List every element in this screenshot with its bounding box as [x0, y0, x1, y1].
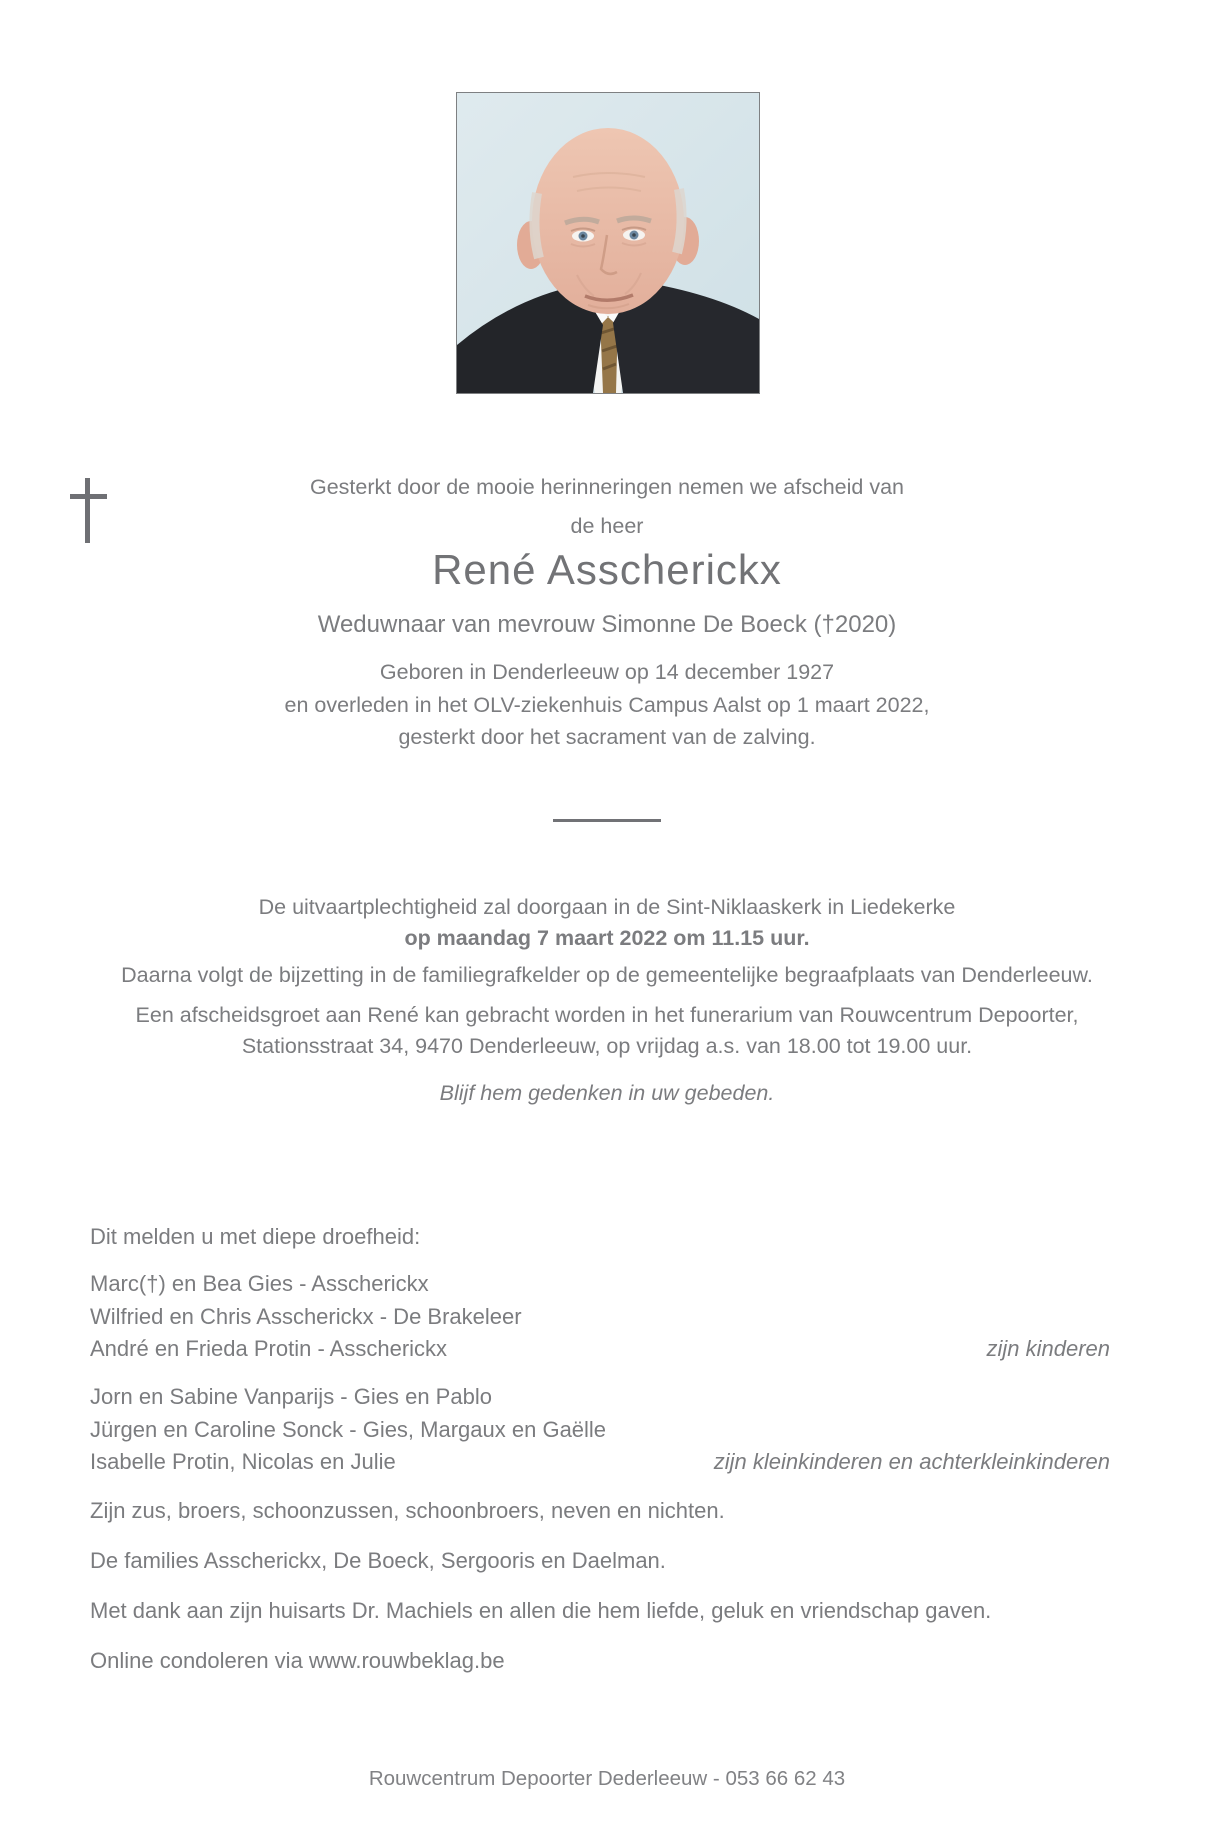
service-location-line: De uitvaartplechtigheid zal doorgaan in de Sint-Niklaaskerk in Liedekerke: [258, 895, 956, 919]
funeral-home-footer: Rouwcentrum Depoorter Dederleeuw - 053 66 62 43: [368, 1767, 846, 1790]
list-item-text: Isabelle Protin, Nicolas en Julie: [90, 1449, 396, 1474]
portrait-photo: [456, 92, 760, 394]
list-item: Jorn en Sabine Vanparijs - Gies en Pablo: [90, 1384, 492, 1409]
condolence-line: Online condoleren via www.rouwbeklag.be: [90, 1648, 505, 1673]
list-item: Wilfried en Chris Asscherickx - De Brakeleer: [90, 1303, 522, 1329]
section-divider: [553, 819, 661, 822]
salutation-line: de heer: [570, 514, 644, 538]
children-relation-label: zijn kinderen: [986, 1336, 1110, 1361]
life-dates-block: [0, 656, 1214, 754]
grandchildren-list: [90, 1381, 1110, 1479]
list-item: Jürgen en Caroline Sonck - Gies, Margaux en Gaëlle: [90, 1416, 607, 1442]
list-item-text: André en Frieda Protin - Asscherickx: [90, 1336, 448, 1361]
intro-line: Gesterkt door de mooie herinneringen nemen we afscheid van: [310, 475, 904, 499]
list-item: [90, 1446, 1110, 1479]
deceased-name: René Asscherickx: [432, 546, 782, 593]
born-line: Geboren in Denderleeuw op 14 december 1927: [379, 660, 835, 684]
announcement-heading: Dit melden u met diepe droefheid:: [90, 1224, 421, 1249]
sacrament-line: gesterkt door het sacrament van de zalving.: [398, 725, 816, 749]
grandchildren-relation-label: zijn kleinkinderen en achterkleinkinderen: [713, 1449, 1110, 1474]
families-line: De families Asscherickx, De Boeck, Sergooris en Daelman.: [90, 1548, 666, 1573]
list-item: [90, 1333, 1110, 1366]
relatives-line: Zijn zus, broers, schoonzussen, schoonbroers, neven en nichten.: [90, 1498, 725, 1523]
service-datetime-line: op maandag 7 maart 2022 om 11.15 uur.: [404, 926, 810, 950]
farewell-line-2: Stationsstraat 34, 9470 Denderleeuw, op vrijdag a.s. van 18.00 tot 19.00 uur.: [241, 1033, 973, 1058]
farewell-block: [0, 1000, 1214, 1061]
portrait-illustration: [457, 93, 759, 393]
burial-line: Daarna volgt de bijzetting in de familiegrafkelder op de gemeentelijke begraafplaats van Denderleeuw.: [121, 963, 1093, 987]
widower-line: Weduwnaar van mevrouw Simonne De Boeck (†2020): [317, 611, 897, 638]
farewell-line-1: Een afscheidsgroet aan René kan gebracht worden in het funerarium van Rouwcentrum Depoorter,: [135, 1003, 1079, 1027]
list-item: Marc(†) en Bea Gies - Asscherickx: [90, 1271, 429, 1296]
prayer-line: Blijf hem gedenken in uw gebeden.: [439, 1081, 775, 1105]
thanks-line: Met dank aan zijn huisarts Dr. Machiels en allen die hem liefde, geluk en vriendschap gaven.: [90, 1598, 992, 1623]
service-block: [0, 892, 1214, 954]
died-line: en overleden in het OLV-ziekenhuis Campus Aalst op 1 maart 2022,: [284, 692, 930, 717]
children-list: [90, 1268, 1110, 1366]
